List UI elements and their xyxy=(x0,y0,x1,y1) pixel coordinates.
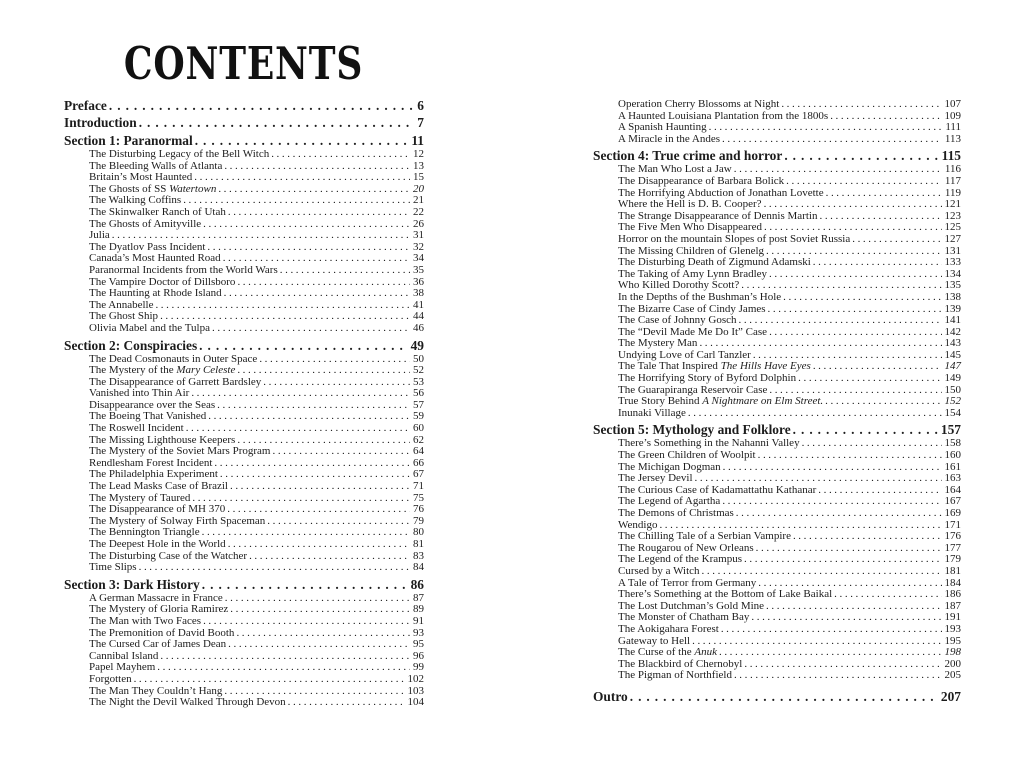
dot-leader xyxy=(707,122,943,134)
entry-title: The Curse of the Anuk xyxy=(618,646,717,659)
page-number: 22 xyxy=(413,205,424,218)
entry-title: Time Slips xyxy=(89,561,137,574)
dot-leader xyxy=(781,292,941,304)
dot-leader xyxy=(189,388,410,400)
entry-title: Inunaki Village xyxy=(618,406,686,419)
entry-title: A Miracle in the Andes xyxy=(618,132,721,145)
entry-title: The Disappearance of MH 370 xyxy=(89,503,226,516)
entry-title: The Missing Lighthouse Keepers xyxy=(89,433,236,446)
entry-title: Section 3: Dark History xyxy=(64,576,200,592)
entry-title: Gateway to Hell xyxy=(618,634,691,647)
toc-section-heading xyxy=(64,577,424,592)
entry-title: Rendlesham Forest Incident xyxy=(89,456,213,469)
entry-title: A Spanish Haunting xyxy=(618,121,707,134)
dot-leader xyxy=(137,562,410,574)
entry-title: The Disturbing Legacy of the Bell Witch xyxy=(89,148,270,160)
toc-section-heading xyxy=(593,148,961,163)
toc-entry xyxy=(64,562,424,574)
dot-leader xyxy=(791,422,938,437)
entry-title: Britain’s Most Haunted xyxy=(89,171,193,184)
dot-leader xyxy=(734,508,942,520)
dot-leader xyxy=(754,543,942,555)
dot-leader xyxy=(228,604,410,616)
page-number: 76 xyxy=(413,503,424,516)
dot-leader xyxy=(796,373,941,385)
page-number: 46 xyxy=(413,321,424,334)
dot-leader xyxy=(756,450,942,462)
page-number: 103 xyxy=(407,684,424,697)
entry-title: True Story Behind A Nightmare on Elm Street. xyxy=(618,395,824,408)
page-number: 96 xyxy=(413,649,424,662)
page-number: 35 xyxy=(413,263,424,276)
page-number: 158 xyxy=(944,437,961,450)
page-number: 15 xyxy=(413,171,424,184)
dot-leader xyxy=(192,172,410,184)
toc-section-heading xyxy=(64,133,424,148)
dot-leader xyxy=(269,149,410,161)
dot-leader xyxy=(721,462,942,474)
page-number: 171 xyxy=(944,518,961,531)
page-number: 6 xyxy=(417,98,424,113)
toc-entry xyxy=(64,697,424,709)
page-number: 207 xyxy=(940,688,961,704)
dot-leader xyxy=(107,98,414,113)
page-number: 135 xyxy=(944,279,961,292)
entry-title: The Ghost Ship xyxy=(89,310,159,323)
toc-left-column xyxy=(64,96,424,709)
page-number: 176 xyxy=(944,530,961,543)
page-number: 117 xyxy=(944,174,961,187)
dot-leader xyxy=(210,323,410,335)
entry-title: The Legend of Agartha xyxy=(618,495,721,508)
page-number: 187 xyxy=(944,599,961,612)
page-number: 50 xyxy=(413,352,424,365)
dot-leader xyxy=(764,601,941,613)
entry-title: The Bleeding Walls of Atlanta xyxy=(89,159,223,172)
dot-leader xyxy=(811,361,942,373)
dot-leader xyxy=(732,670,942,682)
entry-title: The Deepest Hole in the World xyxy=(89,538,226,550)
page-number: 80 xyxy=(413,526,424,539)
entry-title: The Mystery of the Soviet Mars Program xyxy=(89,445,271,458)
page-number: 111 xyxy=(945,121,961,134)
entry-title: The Haunting at Rhode Island xyxy=(89,287,222,300)
entry-title: The Disturbing Case of the Watcher xyxy=(89,549,248,562)
page-number: 41 xyxy=(413,298,424,311)
entry-title: In the Depths of the Bushman’s Hole xyxy=(618,290,782,303)
page-number: 113 xyxy=(944,132,961,145)
dot-leader xyxy=(206,411,410,423)
page-number: 32 xyxy=(413,240,424,253)
entry-title: Paranormal Incidents from the World Wars xyxy=(89,263,278,276)
page-number: 57 xyxy=(413,398,424,411)
entry-title: The Disturbing Death of Zigmund Adamski xyxy=(618,256,811,269)
page-number: 52 xyxy=(413,364,424,377)
dot-leader xyxy=(817,211,941,223)
page-number: 71 xyxy=(413,480,424,493)
page-number: 195 xyxy=(944,634,961,647)
page-number: 142 xyxy=(944,325,961,338)
entry-title: The Vampire Doctor of Dillsboro xyxy=(89,275,236,288)
entry-title: The Cursed Car of James Dean xyxy=(89,638,227,651)
dot-leader xyxy=(719,624,942,636)
page-title-container xyxy=(64,38,424,90)
entry-title: The Demons of Christmas xyxy=(618,507,734,519)
page-number: 12 xyxy=(413,148,424,160)
page-number: 36 xyxy=(413,275,424,288)
page-number: 102 xyxy=(407,672,424,685)
page-number: 81 xyxy=(413,538,424,550)
entry-title: The Case of Johnny Gosch xyxy=(618,314,737,327)
entry-title: Julia xyxy=(89,229,110,242)
dot-leader xyxy=(222,288,410,300)
page-number: 134 xyxy=(944,267,961,280)
dot-leader xyxy=(212,458,410,470)
page-number: 193 xyxy=(944,622,961,635)
toc-top-entry xyxy=(593,689,961,704)
dot-leader xyxy=(155,662,410,674)
page-number: 59 xyxy=(413,410,424,423)
page-number: 79 xyxy=(413,514,424,527)
page-number: 154 xyxy=(944,406,961,419)
toc-section-heading xyxy=(64,338,424,353)
dot-leader xyxy=(205,242,410,254)
entry-title: The Horrifying Abduction of Jonathan Lovette xyxy=(618,186,824,199)
entry-title: Preface xyxy=(64,98,107,113)
entry-title: Horror on the mountain Slopes of post Soviet Russia xyxy=(618,232,851,245)
dot-leader xyxy=(824,188,942,200)
dot-leader xyxy=(782,148,938,163)
dot-leader xyxy=(261,377,410,389)
entry-title: The Jersey Devil xyxy=(618,472,693,485)
toc-entry xyxy=(64,219,424,231)
entry-title: The Man They Couldn’t Hang xyxy=(89,684,223,697)
toc-entry xyxy=(593,408,961,420)
entry-title: The Annabelle xyxy=(89,298,154,311)
entry-title: The Walking Coffins xyxy=(89,194,182,207)
entry-title: The Rougarou of New Orleans xyxy=(618,541,754,554)
entry-title: The Philadelphia Experiment xyxy=(89,468,218,481)
page-number: 107 xyxy=(944,98,961,110)
page-number: 164 xyxy=(944,483,961,496)
entry-title: A Tale of Terror from Germany xyxy=(618,576,757,589)
entry-title: The Blackbird of Chernobyl xyxy=(618,657,743,670)
entry-title: Section 5: Mythology and Folklore xyxy=(593,422,791,438)
dot-leader xyxy=(193,133,409,148)
page-number: 95 xyxy=(413,638,424,651)
page-number: 60 xyxy=(413,422,424,435)
page-number: 91 xyxy=(413,614,424,627)
entry-title: The Mystery of Solway Firth Spaceman xyxy=(89,514,266,527)
entry-title: The Pigman of Northfield xyxy=(618,669,732,682)
entry-title: The Ghosts of SS Watertown xyxy=(89,182,217,195)
entry-title: Section 1: Paranormal xyxy=(64,133,193,148)
entry-title: The Chilling Tale of a Serbian Vampire xyxy=(618,530,791,543)
entry-title: The Curious Case of Kadamattathu Kathanar xyxy=(618,483,817,496)
page-number: 138 xyxy=(944,290,961,303)
entry-title: The Strange Disappearance of Dennis Martin xyxy=(618,209,818,222)
page-number: 49 xyxy=(410,337,424,353)
page-number: 179 xyxy=(944,553,961,566)
entry-title: The Bennington Triangle xyxy=(89,526,200,539)
dot-leader xyxy=(223,593,410,605)
entry-title: Cannibal Island xyxy=(89,649,159,662)
entry-title: The “Devil Made Me Do It” Case xyxy=(618,325,768,338)
dot-leader xyxy=(226,539,410,551)
entry-title: There’s Something at the Bottom of Lake Baikal xyxy=(618,588,833,601)
entry-title: Wendigo xyxy=(618,518,658,531)
entry-title: The Night the Devil Walked Through Devon xyxy=(89,696,286,709)
page-number: 181 xyxy=(944,564,961,577)
dot-leader xyxy=(720,496,941,508)
dot-leader xyxy=(235,365,410,377)
dot-leader xyxy=(222,161,410,173)
page-number: 167 xyxy=(944,495,961,508)
dot-leader xyxy=(228,481,410,493)
page-number: 84 xyxy=(413,561,424,574)
dot-leader xyxy=(265,516,410,528)
page-number: 75 xyxy=(413,491,424,504)
dot-leader xyxy=(270,446,410,458)
dot-leader xyxy=(216,184,410,196)
page-number: 115 xyxy=(941,148,961,164)
page-number: 44 xyxy=(413,310,424,323)
page-number: 150 xyxy=(944,383,961,396)
entry-title: The Mystery of the Mary Celeste xyxy=(89,364,236,377)
dot-leader xyxy=(742,659,941,671)
dot-leader xyxy=(226,639,410,651)
entry-title: The Ghosts of Amityville xyxy=(89,217,202,230)
page-number: 123 xyxy=(944,209,961,222)
entry-title: The Man Who Lost a Jaw xyxy=(618,163,732,176)
dot-leader xyxy=(247,551,410,563)
page-number: 163 xyxy=(944,472,961,485)
page-number: 131 xyxy=(944,244,961,257)
entry-title: The Skinwalker Ranch of Utah xyxy=(89,205,226,218)
page-number: 152 xyxy=(944,395,961,408)
entry-title: The Legend of the Krampus xyxy=(618,553,743,566)
entry-title: The Missing Children of Glenelg xyxy=(618,244,765,257)
page-number: 56 xyxy=(413,387,424,400)
dot-leader xyxy=(737,315,942,327)
entry-title: Where the Hell is D. B. Cooper? xyxy=(618,198,762,211)
entry-title: Undying Love of Carl Tanzler xyxy=(618,348,751,361)
page-number: 133 xyxy=(944,256,961,269)
entry-title: The Monster of Chatham Bay xyxy=(618,611,750,624)
dot-leader xyxy=(235,277,410,289)
page-number: 31 xyxy=(413,229,424,242)
dot-leader xyxy=(686,408,942,420)
entry-title: The Lost Dutchman’s Gold Mine xyxy=(618,599,765,612)
entry-title: The Mystery of Taured xyxy=(89,491,191,504)
entry-title: The Mystery of Gloria Ramirez xyxy=(89,603,229,616)
entry-title: Papel Mayhem xyxy=(89,661,156,674)
entry-title: The Bizarre Case of Cindy James xyxy=(618,302,766,315)
entry-title: The Dead Cosmonauts in Outer Space xyxy=(89,352,258,365)
dot-leader xyxy=(278,265,410,277)
page-number: 38 xyxy=(413,287,424,300)
dot-leader xyxy=(816,485,941,497)
dot-leader xyxy=(215,400,410,412)
entry-title: Forgotten xyxy=(89,672,132,685)
page-number: 147 xyxy=(944,360,961,373)
page-number: 116 xyxy=(944,163,961,176)
page-number: 83 xyxy=(413,549,424,562)
entry-title: The Dyatlov Pass Incident xyxy=(89,240,206,253)
page-number: 20 xyxy=(413,182,424,195)
entry-title: The Premonition of David Booth xyxy=(89,626,235,639)
dot-leader xyxy=(234,628,410,640)
entry-title: Outro xyxy=(593,688,628,704)
page-number: 184 xyxy=(944,576,961,589)
page-number: 149 xyxy=(944,372,961,385)
dot-leader xyxy=(200,577,408,592)
page-number: 99 xyxy=(413,661,424,674)
dot-leader xyxy=(226,207,410,219)
page-number: 125 xyxy=(944,221,961,234)
page-number: 161 xyxy=(944,460,961,473)
dot-leader xyxy=(690,636,941,648)
dot-leader xyxy=(749,612,941,624)
dot-leader xyxy=(153,300,410,312)
page-number: 66 xyxy=(413,456,424,469)
page-number: 119 xyxy=(944,186,961,199)
entry-title: Introduction xyxy=(64,115,137,130)
dot-leader xyxy=(850,234,941,246)
entry-title: There’s Something in the Nahanni Valley xyxy=(618,437,800,450)
dot-leader xyxy=(791,531,942,543)
entry-title: The Man with Two Faces xyxy=(89,614,202,627)
entry-title: Canada’s Most Haunted Road xyxy=(89,252,221,265)
page-number: 89 xyxy=(413,603,424,616)
dot-leader xyxy=(218,469,410,481)
page-number: 93 xyxy=(413,626,424,639)
entry-title: Operation Cherry Blossoms at Night xyxy=(618,98,780,110)
page-number: 7 xyxy=(417,115,424,130)
dot-leader xyxy=(832,589,941,601)
page-number: 141 xyxy=(944,314,961,327)
page-number: 198 xyxy=(944,646,961,659)
toc-top-entry xyxy=(64,98,424,113)
entry-title: A Haunted Louisiana Plantation from the 1800s xyxy=(618,109,829,122)
page-number: 13 xyxy=(413,159,424,172)
page-number: 109 xyxy=(944,109,961,122)
page-number: 86 xyxy=(410,576,424,592)
entry-title: The Five Men Who Disappeared xyxy=(618,221,762,234)
page-number: 67 xyxy=(413,468,424,481)
entry-title: The Boeing That Vanished xyxy=(89,410,207,423)
page-number: 177 xyxy=(944,541,961,554)
entry-title: The Michigan Dogman xyxy=(618,460,721,473)
dot-leader xyxy=(717,647,942,659)
dot-leader xyxy=(158,651,410,663)
entry-title: Section 2: Conspiracies xyxy=(64,337,198,353)
entry-title: Olivia Mabel and the Tulpa xyxy=(89,321,210,334)
entry-title: The Tale That Inspired The Hills Have Eyes xyxy=(618,360,811,373)
entry-title: The Roswell Incident xyxy=(89,422,184,435)
page-number: 34 xyxy=(413,252,424,265)
dot-leader xyxy=(828,111,941,123)
page-number: 169 xyxy=(944,507,961,519)
dot-leader xyxy=(767,327,941,339)
entry-title: A German Massacre in France xyxy=(89,591,223,604)
entry-title: The Disappearance of Barbara Bolick xyxy=(618,174,785,187)
entry-title: The Horrifying Story of Byford Dolphin xyxy=(618,372,797,385)
toc-entry xyxy=(64,323,424,335)
entry-title: The Green Children of Woolpit xyxy=(618,449,756,462)
entry-title: The Lead Masks Case of Brazil xyxy=(89,480,228,493)
toc-entry xyxy=(593,670,961,682)
page-number: 205 xyxy=(944,669,961,682)
dot-leader xyxy=(823,396,941,408)
page-number: 121 xyxy=(944,198,961,211)
entry-title: The Aokigahara Forest xyxy=(618,622,719,635)
page-number: 186 xyxy=(944,588,961,601)
page-number: 191 xyxy=(944,611,961,624)
page-number: 143 xyxy=(944,337,961,350)
toc-section-heading xyxy=(593,422,961,437)
dot-leader xyxy=(137,115,415,130)
dot-leader xyxy=(767,269,941,281)
entry-title: Disappearance over the Seas xyxy=(89,398,216,411)
page-number: 87 xyxy=(413,591,424,604)
dot-leader xyxy=(811,257,942,269)
page-number: 11 xyxy=(411,133,424,148)
toc-entry xyxy=(593,134,961,146)
entry-title: Vanished into Thin Air xyxy=(89,387,190,400)
entry-title: The Mystery Man xyxy=(618,337,698,350)
page-number: 62 xyxy=(413,433,424,446)
entry-title: Cursed by a Witch xyxy=(618,564,700,577)
entry-title: Who Killed Dorothy Scott? xyxy=(618,279,740,292)
toc-right-column xyxy=(593,99,961,706)
dot-leader xyxy=(257,354,410,366)
dot-leader xyxy=(720,134,942,146)
page-number: 200 xyxy=(944,657,961,670)
page-number: 127 xyxy=(944,232,961,245)
toc-top-entry xyxy=(64,115,424,130)
page-number: 53 xyxy=(413,375,424,388)
dot-leader xyxy=(800,438,942,450)
page-number: 145 xyxy=(944,348,961,361)
page-number: 157 xyxy=(940,422,961,438)
dot-leader xyxy=(766,304,942,316)
dot-leader xyxy=(197,338,407,353)
page-number: 26 xyxy=(413,217,424,230)
page-number: 64 xyxy=(413,445,424,458)
entry-title: The Taking of Amy Lynn Bradley xyxy=(618,267,768,280)
page-title: CONTENTS xyxy=(124,37,364,90)
entry-title: Section 4: True crime and horror xyxy=(593,148,783,164)
dot-leader xyxy=(742,554,941,566)
page-number: 104 xyxy=(407,696,424,709)
page-number: 139 xyxy=(944,302,961,315)
dot-leader xyxy=(286,697,405,709)
dot-leader xyxy=(201,219,410,231)
entry-title: The Guarapiranga Reservoir Case xyxy=(618,383,768,396)
dot-leader xyxy=(628,689,938,704)
page-number: 21 xyxy=(413,194,424,207)
page-number: 160 xyxy=(944,449,961,462)
dot-leader xyxy=(200,527,410,539)
entry-title: The Disappearance of Garrett Bardsley xyxy=(89,375,262,388)
